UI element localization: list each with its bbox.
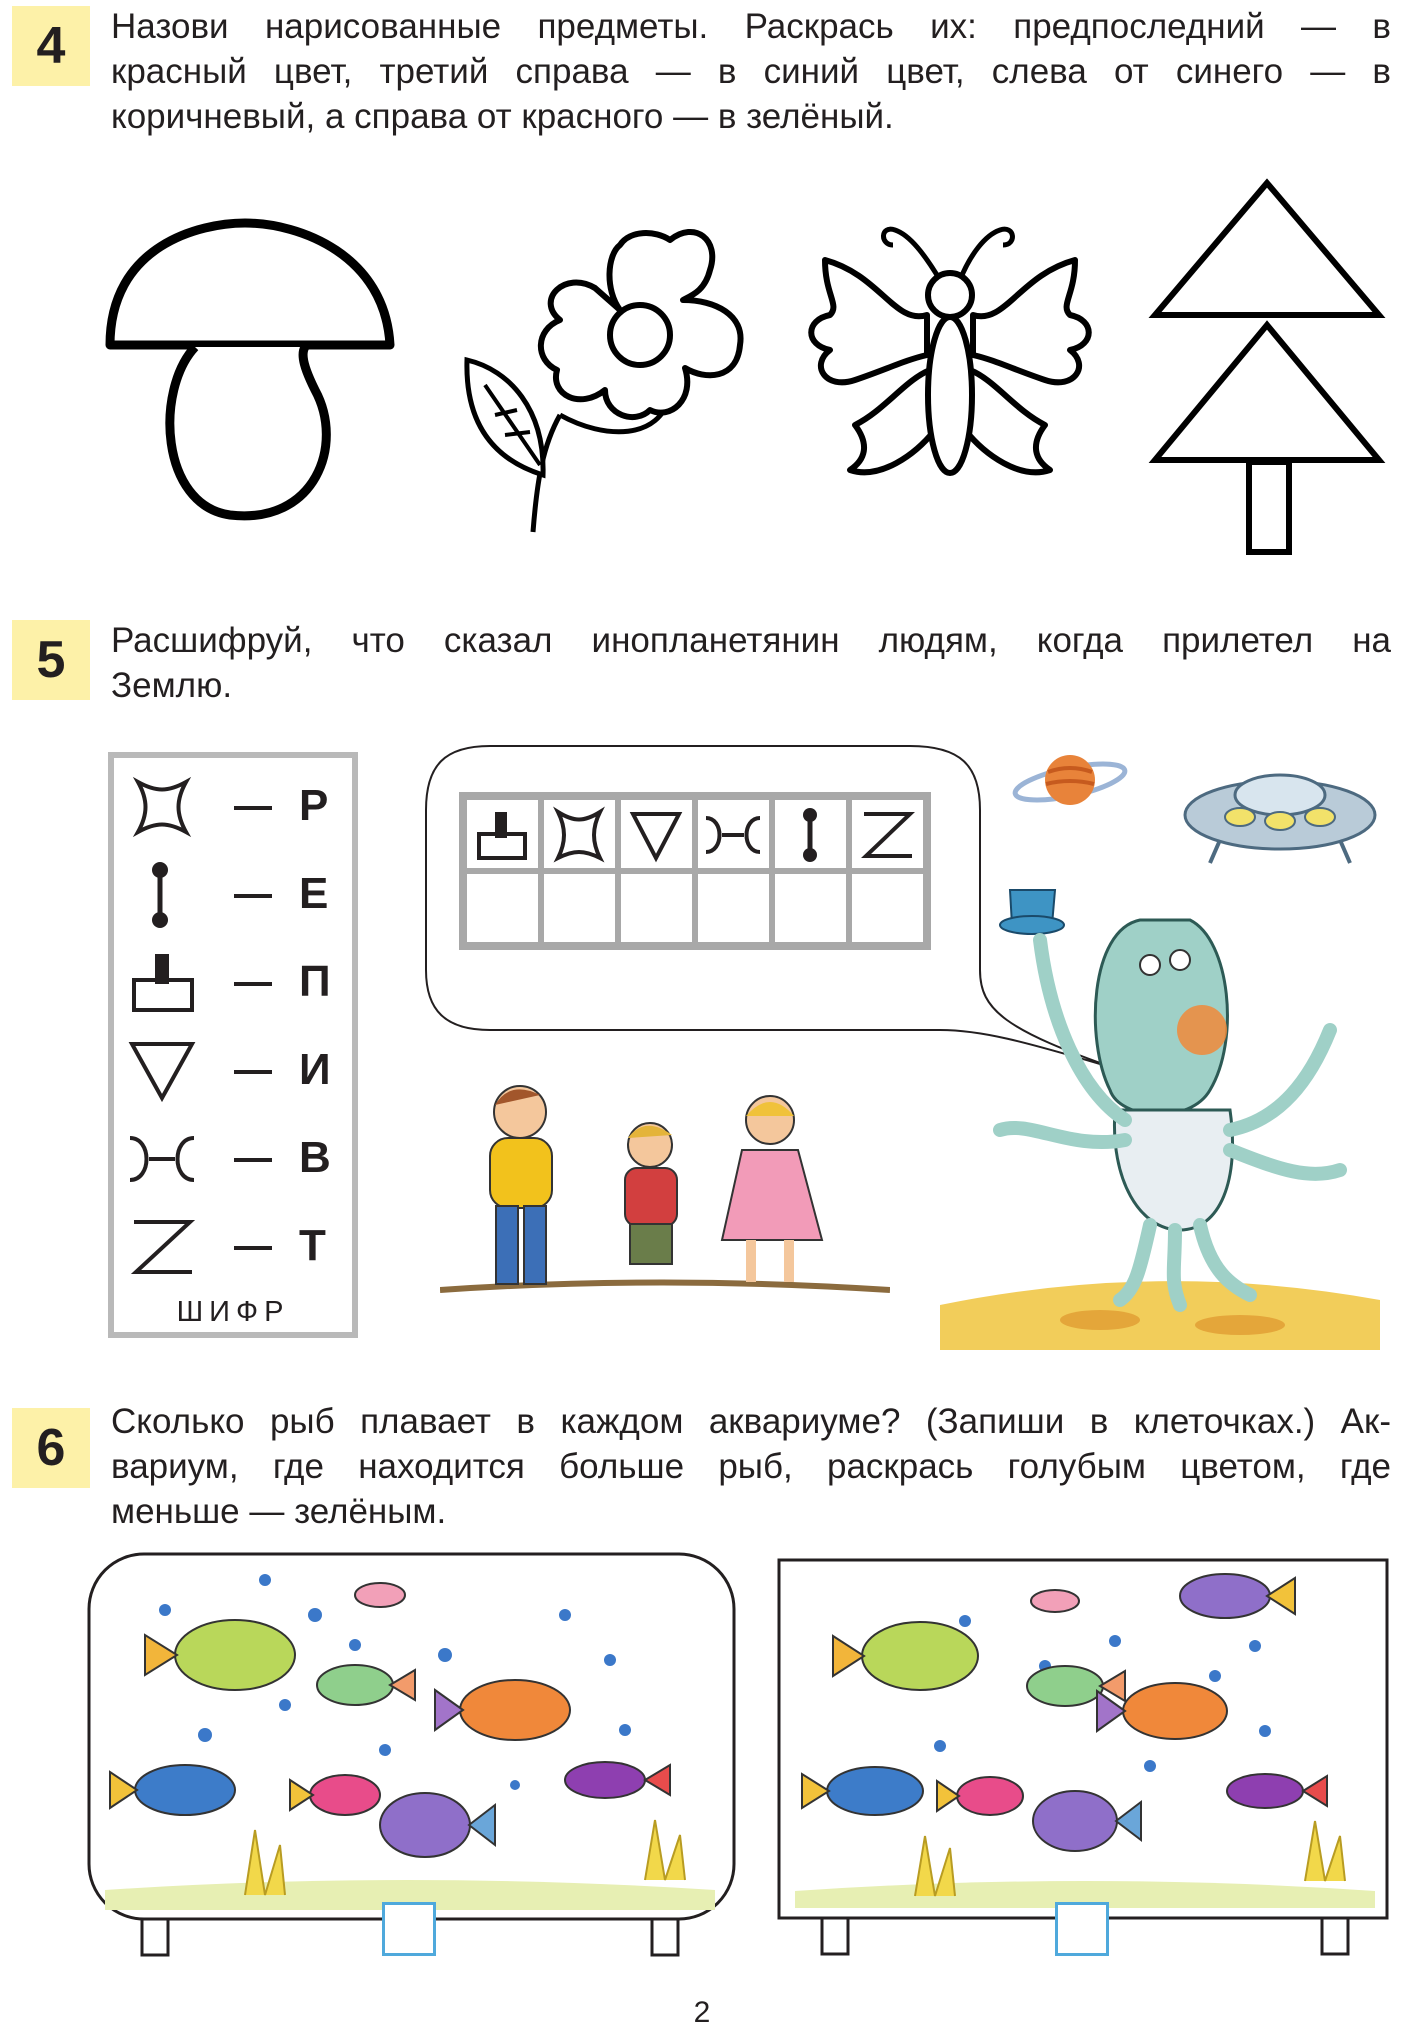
aquarium-right-count-box[interactable] [1055, 1902, 1109, 1956]
code-answer-cell[interactable] [772, 871, 849, 945]
task-5-line-1: Расшифруй, что сказал инопланетянин людям, когда прилетел на [111, 621, 1391, 660]
ufo-illustration [1180, 755, 1380, 875]
page-number: 2 [693, 1996, 711, 2029]
star-icon [550, 806, 608, 864]
cipher-letter: В [299, 1133, 331, 1182]
cipher-dash [234, 1246, 272, 1250]
task-4-text [111, 4, 1391, 139]
code-answer-cell[interactable] [849, 871, 926, 945]
task-6-line-2: вариум, где находится больше рыб, раскрась голубым цветом, где [111, 1447, 1391, 1486]
code-answer-cell[interactable] [464, 871, 541, 945]
pin-icon [781, 806, 839, 864]
cipher-dash [234, 1158, 272, 1162]
code-cell-symbol [849, 797, 926, 871]
code-cell-symbol [618, 797, 695, 871]
task-4-line-2: красный цвет, третий справа — в синий цвет, слева от синего — в [111, 52, 1391, 91]
code-answer-cell[interactable] [541, 871, 618, 945]
cipher-row [114, 860, 352, 930]
code-cell-symbol [695, 797, 772, 871]
task-4-line-3: коричневый, а справа от красного — в зелёный. [111, 97, 894, 136]
cipher-row [114, 948, 352, 1018]
bracket-link-icon [704, 806, 762, 864]
cipher-row [114, 1212, 352, 1282]
code-answer-cell[interactable] [618, 871, 695, 945]
triangle-down-icon [627, 806, 685, 864]
code-cell-symbol [541, 797, 618, 871]
zigzag-icon [126, 1212, 198, 1282]
task-6-line-1: Сколько рыб плавает в каждом аквариуме? (Запиши в клеточках.) Ак- [111, 1402, 1391, 1441]
mushroom-drawing[interactable] [100, 215, 400, 555]
task-6-text [111, 1399, 1391, 1534]
task-4-line-1: Назови нарисованные предметы. Раскрась их: предпоследний — в [111, 7, 1391, 46]
butterfly-drawing[interactable] [795, 195, 1105, 525]
aquarium-right[interactable] [775, 1556, 1395, 1956]
cipher-letter: П [299, 957, 331, 1006]
task-4-number: 4 [12, 6, 90, 86]
cipher-dash [234, 1070, 272, 1074]
pin-icon [126, 860, 198, 930]
planet-illustration [1010, 740, 1130, 820]
stamp-icon [473, 806, 531, 864]
triangle-down-icon [126, 1036, 198, 1106]
zigzag-icon [858, 806, 916, 864]
task-5-line-2: Землю. [111, 666, 233, 705]
alien-illustration [940, 880, 1380, 1360]
cipher-row [114, 1036, 352, 1106]
cipher-letter: Т [299, 1221, 326, 1270]
code-answer-cell[interactable] [695, 871, 772, 945]
cipher-letter: И [299, 1045, 331, 1094]
fir-tree-drawing[interactable] [1145, 175, 1390, 560]
task-6-line-3: меньше — зелёным. [111, 1492, 447, 1531]
aquarium-left[interactable] [85, 1550, 740, 1962]
cipher-dash [234, 894, 272, 898]
bracket-link-icon [126, 1124, 198, 1194]
cipher-dash [234, 982, 272, 986]
cipher-letter: Р [299, 781, 329, 830]
cipher-caption: ШИФР [176, 1296, 290, 1328]
cipher-row [114, 772, 352, 842]
cipher-letter: Е [299, 869, 329, 918]
cipher-row [114, 1124, 352, 1194]
code-cell-symbol [772, 797, 849, 871]
code-cell-symbol [464, 797, 541, 871]
task-5-number: 5 [12, 620, 90, 700]
task-5-text [111, 618, 1391, 708]
aquarium-left-count-box[interactable] [382, 1902, 436, 1956]
cipher-dash [234, 806, 272, 810]
cipher-key-box [108, 752, 358, 1338]
flower-drawing[interactable] [455, 210, 765, 540]
stamp-icon [126, 948, 198, 1018]
task-6-number: 6 [12, 1408, 90, 1488]
message-code-grid [459, 792, 931, 950]
star-icon [126, 772, 198, 842]
children-illustration [440, 1080, 890, 1305]
